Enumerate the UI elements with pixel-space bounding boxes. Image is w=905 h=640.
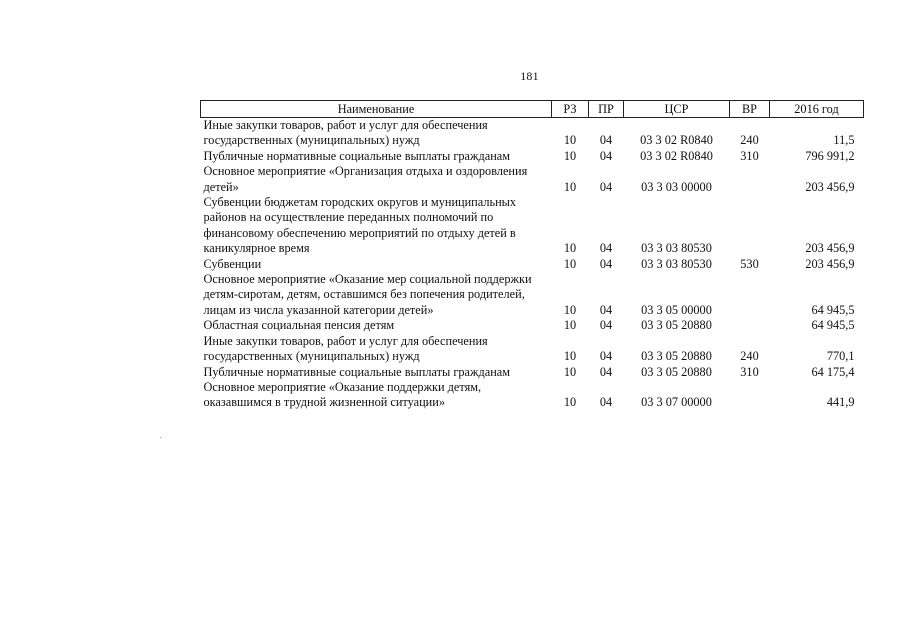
row-sum: 441,9 <box>826 395 855 410</box>
row-name: Публичные нормативные социальные выплаты гражданам <box>203 148 511 163</box>
row-rz: 10 <box>563 349 577 364</box>
row-pr: 04 <box>599 349 613 364</box>
row-rz: 10 <box>563 179 577 194</box>
row-vr <box>730 272 770 318</box>
row-csr: 03 3 05 20880 <box>641 349 712 364</box>
row-name: Областная социальная пенсия детям <box>203 318 395 333</box>
header-rz: РЗ <box>552 101 589 118</box>
row-name: Публичные нормативные социальные выплаты гражданам <box>203 364 511 379</box>
table-row <box>201 195 864 257</box>
row-vr <box>730 318 770 333</box>
row-pr: 04 <box>599 241 613 256</box>
row-csr: 03 3 07 00000 <box>641 395 712 410</box>
header-sum: 2016 год <box>770 101 864 118</box>
row-csr: 03 3 03 80530 <box>641 241 712 256</box>
row-pr: 04 <box>599 318 613 333</box>
row-rz: 10 <box>563 318 577 333</box>
header-vr: ВР <box>730 101 770 118</box>
row-sum: 64 175,4 <box>811 364 855 379</box>
table-row <box>201 257 864 272</box>
row-rz: 10 <box>563 256 577 271</box>
row-sum: 64 945,5 <box>811 302 855 317</box>
row-sum: 64 945,5 <box>811 318 855 333</box>
row-name: Основное мероприятие «Оказание мер социальной поддержки детям-сиротам, детям, оставшимся без попечения родителей, лицам из числа указанной категории детей» <box>203 272 532 317</box>
table-row <box>201 272 864 318</box>
row-rz: 10 <box>563 133 577 148</box>
table-row <box>201 365 864 380</box>
row-rz: 10 <box>563 395 577 410</box>
row-name: Иные закупки товаров, работ и услуг для обеспечения государственных (муниципальных) нужд <box>203 333 488 364</box>
row-pr: 04 <box>599 148 613 163</box>
row-pr: 04 <box>599 364 613 379</box>
row-csr: 03 3 03 80530 <box>641 256 712 271</box>
table-row <box>201 118 864 149</box>
row-vr: 240 <box>740 349 759 364</box>
header-name: Наименование <box>201 101 552 118</box>
table-body <box>201 118 864 411</box>
scan-speck <box>160 437 161 438</box>
row-rz: 10 <box>563 148 577 163</box>
table-row <box>201 380 864 411</box>
row-vr <box>730 195 770 257</box>
row-sum: 203 456,9 <box>805 179 855 194</box>
header-row <box>201 101 864 118</box>
row-rz: 10 <box>563 302 577 317</box>
row-sum: 203 456,9 <box>805 256 855 271</box>
row-vr: 310 <box>740 148 759 163</box>
table-row <box>201 164 864 195</box>
row-vr <box>730 380 770 411</box>
row-sum: 796 991,2 <box>805 148 855 163</box>
row-pr: 04 <box>599 395 613 410</box>
row-pr: 04 <box>599 133 613 148</box>
row-csr: 03 3 05 20880 <box>641 364 712 379</box>
row-csr: 03 3 05 00000 <box>641 302 712 317</box>
row-pr: 04 <box>599 302 613 317</box>
row-name: Основное мероприятие «Организация отдыха и оздоровления детей» <box>203 164 528 194</box>
row-vr: 310 <box>740 364 759 379</box>
row-csr: 03 3 05 20880 <box>641 318 712 333</box>
row-pr: 04 <box>599 256 613 271</box>
row-name: Основное мероприятие «Оказание поддержки детям, оказавшимся в трудной жизненной ситуации» <box>203 379 482 410</box>
row-pr: 04 <box>599 179 613 194</box>
row-rz: 10 <box>563 364 577 379</box>
budget-table <box>200 100 864 411</box>
row-csr: 03 3 02 R0840 <box>640 133 713 148</box>
header-pr: ПР <box>589 101 624 118</box>
row-name: Субвенции <box>203 256 262 271</box>
header-csr: ЦСР <box>624 101 730 118</box>
row-vr: 530 <box>740 256 759 271</box>
row-csr: 03 3 03 00000 <box>641 179 712 194</box>
row-sum: 770,1 <box>826 349 855 364</box>
table-row <box>201 149 864 164</box>
row-vr <box>730 164 770 195</box>
row-sum: 203 456,9 <box>805 241 855 256</box>
row-sum: 11,5 <box>833 133 855 148</box>
row-rz: 10 <box>563 241 577 256</box>
table-header <box>201 101 864 118</box>
row-csr: 03 3 02 R0840 <box>640 148 713 163</box>
row-name: Иные закупки товаров, работ и услуг для обеспечения государственных (муниципальных) нужд <box>203 118 488 148</box>
table-row <box>201 334 864 365</box>
page-number: 181 <box>520 69 539 83</box>
row-name: Субвенции бюджетам городских округов и муниципальных районов на осуществление переданных полномочий по финансовому обеспечению мероприятий по отдыху детей в каникулярное время <box>203 195 517 256</box>
table-row <box>201 318 864 333</box>
row-vr: 240 <box>740 133 759 148</box>
